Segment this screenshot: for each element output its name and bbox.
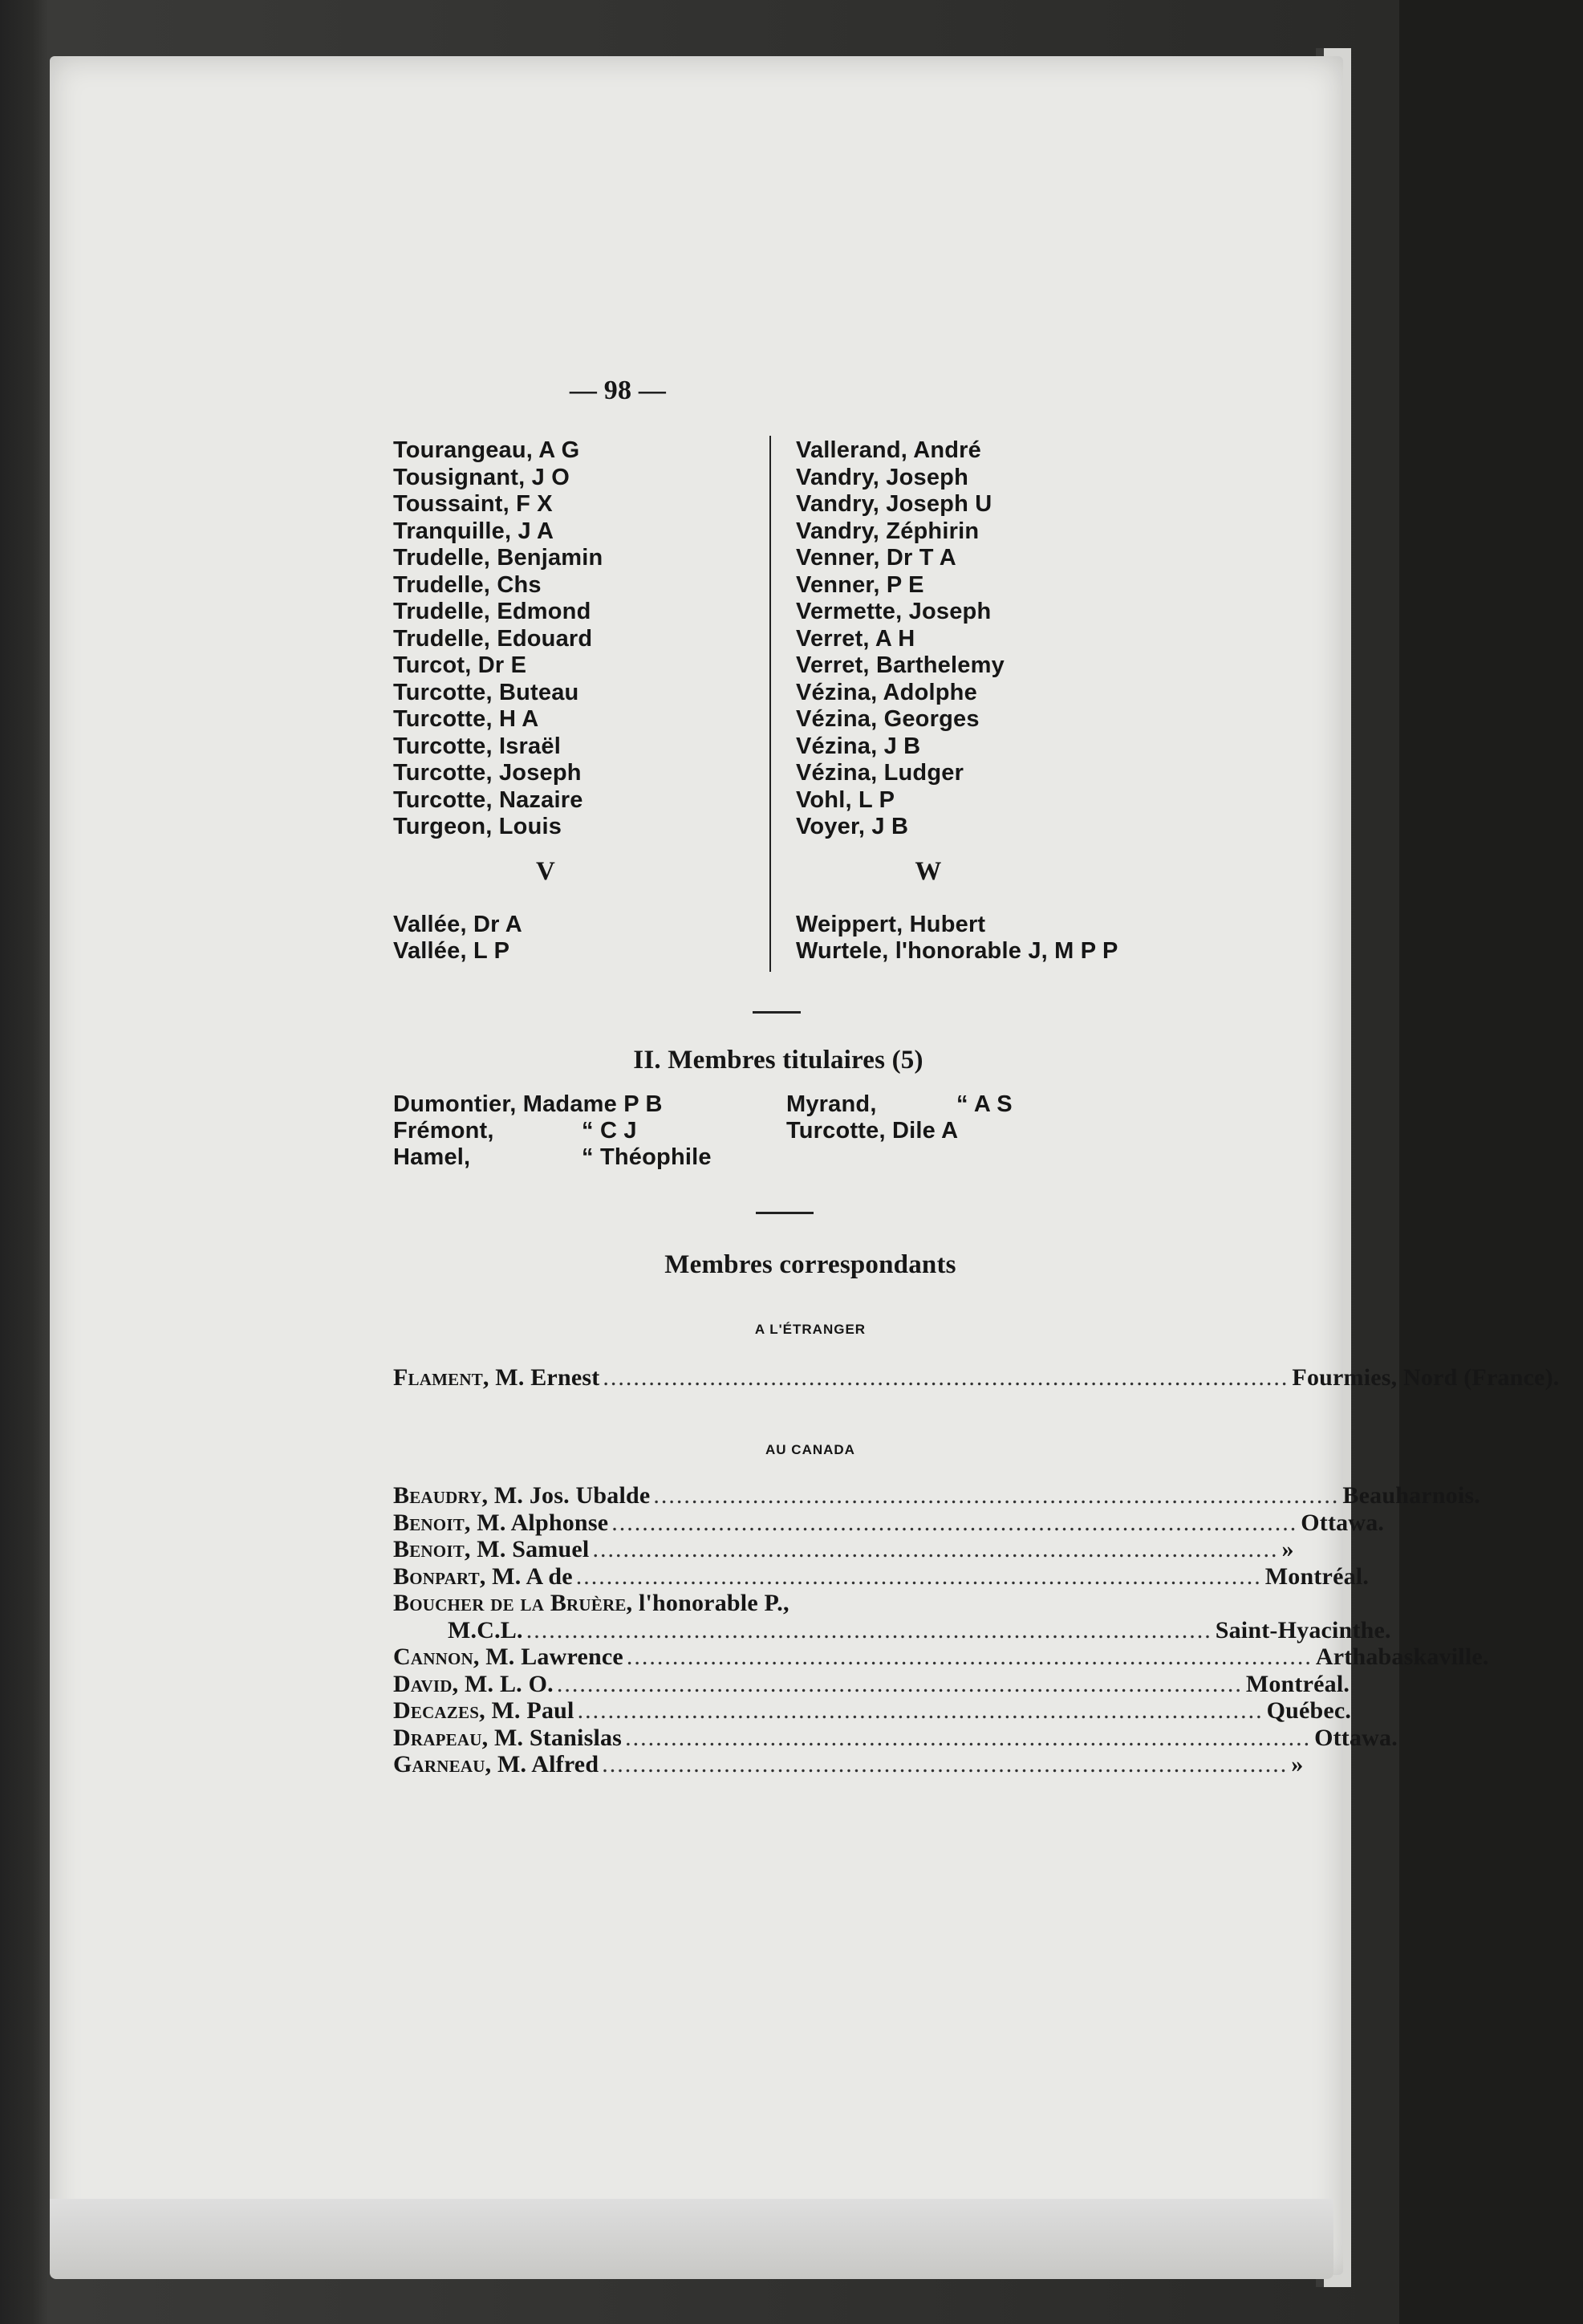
correspondant-name — [393, 1509, 608, 1537]
titulaire-given-name: “ A S — [956, 1091, 1013, 1117]
member-entry: Vandry, Zéphirin — [796, 518, 980, 544]
correspondant-surname: Flament — [393, 1364, 483, 1391]
page-content — [393, 365, 1560, 1850]
canada-heading: AU CANADA — [765, 1442, 855, 1457]
member-entry: Trudelle, Edmond — [393, 599, 591, 624]
correspondant-given-name: , M. A de — [479, 1562, 573, 1590]
canada-list — [393, 1482, 1489, 1778]
correspondant-surname: Decazes — [393, 1697, 480, 1724]
member-entry: Verret, A H — [796, 625, 915, 652]
members-left-column — [393, 437, 770, 965]
dot-leader: .......................................................................................... — [577, 1697, 1264, 1724]
member-entry: Tousignant, J O — [393, 464, 570, 490]
member-entry: Turcotte, Israël — [393, 733, 561, 759]
correspondant-entry — [393, 1482, 1480, 1509]
titulaires-list — [393, 1091, 1195, 1180]
correspondant-place: » — [1281, 1536, 1294, 1562]
titulaire-name: Dumontier, Madame P B — [393, 1091, 663, 1117]
member-entry: Vermette, Joseph — [796, 599, 992, 624]
correspondant-given-name: , M. Paul — [479, 1697, 574, 1724]
member-entry: Vézina, Ludger — [796, 760, 964, 786]
correspondant-name — [393, 1563, 573, 1591]
members-right-column — [796, 437, 1213, 965]
dot-leader — [793, 1590, 952, 1617]
titulaires-title: II. Membres titulaires (5) — [633, 1046, 923, 1075]
correspondant-name — [393, 1590, 789, 1617]
member-entry: Wurtele, l'honorable J, M P P — [796, 938, 1118, 964]
correspondant-name — [393, 1364, 599, 1392]
section-rule-1 — [753, 1011, 801, 1014]
correspondant-entry — [393, 1724, 1398, 1752]
titulaire-entry — [786, 1091, 1027, 1118]
correspondant-surname: Boucher de la Bruère — [393, 1590, 627, 1616]
correspondant-name — [393, 1697, 574, 1725]
titulaire-given-name: “ C J — [582, 1118, 637, 1144]
member-entry: Verret, Barthelemy — [796, 652, 1005, 678]
correspondant-place: Montréal. — [1245, 1670, 1350, 1697]
titulaires-right — [786, 1091, 1027, 1144]
member-entry: Vandry, Joseph U — [796, 491, 992, 517]
member-entry: Vézina, Adolphe — [796, 679, 977, 705]
etranger-list — [393, 1364, 1560, 1392]
correspondant-place: Fourmies, Nord (France). — [1292, 1364, 1560, 1391]
correspondant-entry — [393, 1536, 1294, 1563]
right-entries — [796, 437, 1213, 841]
titulaire-entry — [393, 1118, 778, 1144]
member-entry: Venner, Dr T A — [796, 545, 956, 571]
correspondant-given-name: , M. Samuel — [464, 1536, 590, 1562]
correspondant-place: Ottawa. — [1314, 1724, 1398, 1751]
member-entry: Turcotte, Nazaire — [393, 786, 583, 813]
correspondant-name — [393, 1482, 650, 1509]
member-entry: Vallerand, André — [796, 437, 981, 463]
correspondant-name — [393, 1643, 623, 1671]
member-entry: Trudelle, Chs — [393, 571, 542, 598]
correspondant-given-name: , M. Lawrence — [473, 1643, 623, 1670]
member-entry: Venner, P E — [796, 571, 924, 598]
section-letter-v: V — [535, 856, 556, 886]
member-entry: Vézina, Georges — [796, 706, 980, 732]
dot-leader: .......................................................................................... — [592, 1536, 1279, 1562]
titulaire-entry — [393, 1091, 778, 1118]
correspondant-place: Québec. — [1266, 1697, 1352, 1724]
member-entry: Vallée, L P — [393, 938, 510, 964]
correspondant-surname: Bonpart — [393, 1562, 480, 1590]
member-entry: Turcot, Dr E — [393, 652, 527, 678]
member-entry: Turcotte, Buteau — [393, 679, 579, 705]
correspondant-given-name: , l'honorable P., — [626, 1590, 789, 1616]
correspondant-place: Saint-Hyacinthe. — [1215, 1616, 1391, 1643]
dot-leader: .......................................................................................... — [602, 1751, 1289, 1778]
column-divider — [769, 436, 771, 972]
correspondant-given-name: , M. Ernest — [482, 1364, 600, 1391]
correspondant-place — [955, 1590, 1195, 1617]
section-letter-w: W — [915, 856, 942, 886]
dot-leader: .......................................................................................... — [626, 1643, 1313, 1670]
correspondant-entry — [393, 1697, 1352, 1725]
member-entry: Vohl, L P — [796, 786, 895, 813]
correspondant-entry — [393, 1643, 1489, 1671]
correspondant-given-name: , M. Stanislas — [481, 1724, 623, 1751]
titulaire-given-name: “ Théophile — [582, 1144, 712, 1170]
correspondant-surname: Benoit — [393, 1536, 465, 1562]
correspondant-given-name: , M. Alfred — [485, 1751, 599, 1778]
titulaire-name: Hamel, — [393, 1144, 471, 1170]
section-rule-2 — [756, 1212, 814, 1214]
titulaire-entry — [393, 1144, 778, 1171]
correspondant-place: Ottawa. — [1301, 1509, 1385, 1536]
member-entry: Toussaint, F X — [393, 491, 553, 517]
page-number: — 98 — — [569, 376, 667, 405]
correspondant-entry — [393, 1590, 1195, 1617]
page-bottom-edge — [50, 2199, 1333, 2279]
dot-leader: .......................................................................................... — [575, 1562, 1262, 1590]
dot-leader: .......................................................................................... — [603, 1364, 1289, 1391]
dot-leader: .......................................................................................... — [653, 1482, 1340, 1509]
member-entry: Vandry, Joseph — [796, 464, 969, 490]
member-entry: Turgeon, Louis — [393, 814, 562, 839]
etranger-heading: A L'ÉTRANGER — [754, 1322, 867, 1337]
correspondant-surname: David — [393, 1670, 453, 1697]
dot-leader: .......................................................................................... — [625, 1724, 1312, 1751]
correspondant-entry — [393, 1751, 1304, 1778]
correspondant-entry — [393, 1562, 1370, 1591]
correspondant-entry — [393, 1616, 1391, 1644]
titulaire-name: Myrand, — [786, 1091, 877, 1117]
correspondant-place: » — [1291, 1751, 1304, 1778]
correspondant-name — [393, 1617, 523, 1644]
titulaire-name: Turcotte, Dile A — [786, 1118, 959, 1144]
correspondants-title: Membres correspondants — [664, 1250, 956, 1279]
correspondant-place: Arthabaskaville. — [1315, 1643, 1489, 1670]
correspondant-surname: Beaudry — [393, 1482, 482, 1509]
member-entry: Trudelle, Edouard — [393, 625, 593, 652]
left-after-entries — [393, 912, 770, 965]
titulaire-entry — [786, 1118, 1027, 1144]
titulaire-name: Frémont, — [393, 1118, 494, 1144]
member-entry: Voyer, J B — [796, 814, 909, 839]
correspondant-name — [393, 1536, 589, 1563]
correspondant-place: Beauharnois. — [1342, 1482, 1480, 1509]
member-entry: Tranquille, J A — [393, 518, 554, 544]
member-entry: Weippert, Hubert — [796, 911, 986, 937]
dot-leader: .......................................................................................... — [556, 1670, 1243, 1697]
correspondant-surname: Cannon — [393, 1643, 473, 1670]
member-entry: Turcotte, Joseph — [393, 760, 582, 786]
member-entry: Vézina, J B — [796, 733, 921, 759]
correspondant-name — [393, 1671, 554, 1698]
member-entry: Trudelle, Benjamin — [393, 545, 603, 571]
correspondant-entry — [393, 1670, 1350, 1698]
member-entry: Tourangeau, A G — [393, 437, 580, 463]
left-entries — [393, 437, 770, 841]
right-after-entries — [796, 912, 1213, 965]
correspondant-surname: Benoit — [393, 1509, 465, 1536]
member-entry: Vallée, Dr A — [393, 911, 522, 937]
correspondant-entry — [393, 1364, 1560, 1392]
correspondant-name — [393, 1725, 622, 1752]
correspondant-surname: Drapeau — [393, 1724, 482, 1751]
correspondant-given-name: , M. Jos. Ubalde — [481, 1482, 651, 1509]
correspondant-given-name: , M. Alphonse — [464, 1509, 609, 1536]
correspondant-entry — [393, 1509, 1385, 1537]
correspondant-surname: Garneau — [393, 1751, 485, 1778]
titulaires-left — [393, 1091, 778, 1171]
dot-leader: .......................................................................................... — [611, 1509, 1298, 1536]
member-entry: Turcotte, H A — [393, 706, 539, 732]
correspondant-given-name: M.C.L. — [448, 1616, 523, 1643]
correspondant-name — [393, 1751, 599, 1778]
dot-leader: .......................................................................................... — [526, 1616, 1212, 1643]
correspondant-place: Montréal. — [1264, 1562, 1370, 1590]
correspondant-given-name: , M. L. O. — [452, 1670, 554, 1697]
